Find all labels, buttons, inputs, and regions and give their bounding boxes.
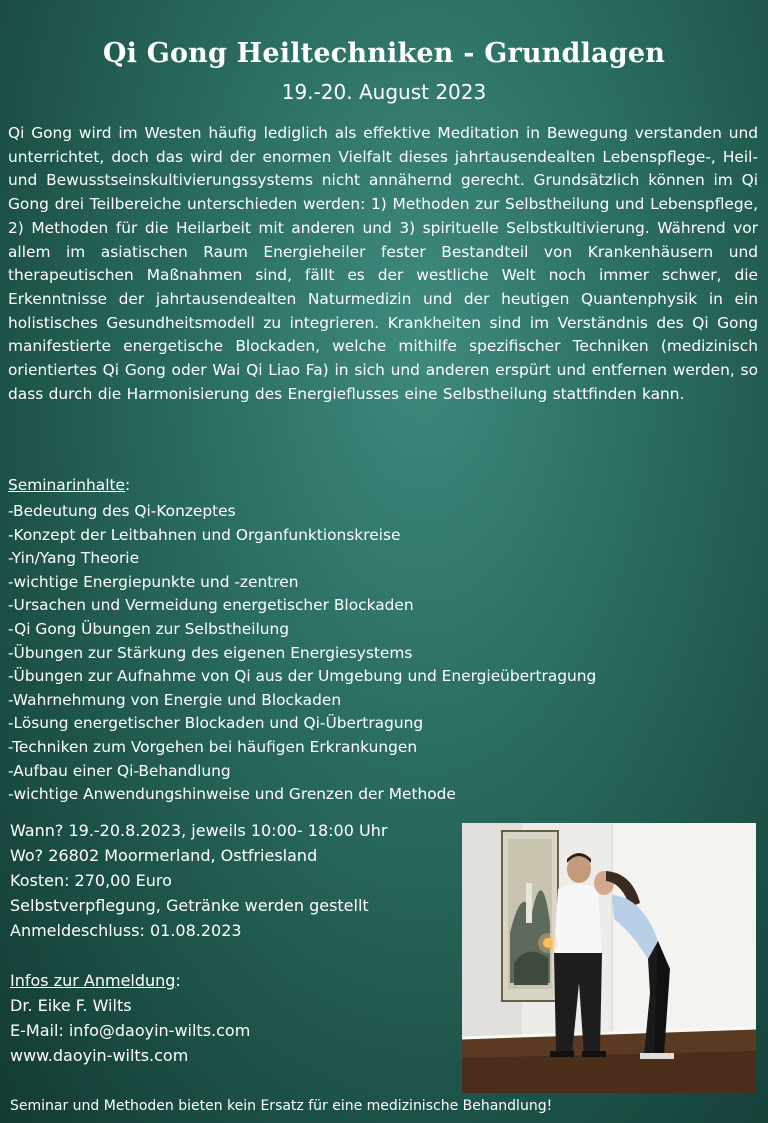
list-item: -wichtige Anwendungshinweise und Grenzen der Methode	[8, 785, 456, 804]
list-item: -Übungen zur Aufnahme von Qi aus der Umgebung und Energieübertragung	[8, 667, 597, 686]
page-title: Qi Gong Heiltechniken - Grundlagen	[102, 38, 666, 69]
seminar-heading	[8, 476, 130, 494]
list-item: -Aufbau einer Qi-Behandlung	[8, 761, 231, 780]
contact-heading	[10, 968, 250, 993]
list-item: -Lösung energetischer Blockaden und Qi-Übertragung	[8, 714, 424, 733]
contact-email[interactable]: E-Mail: info@daoyin-wilts.com	[10, 1021, 251, 1040]
list-item: -Yin/Yang Theorie	[8, 549, 140, 568]
event-deadline: Anmeldeschluss: 01.08.2023	[10, 921, 242, 940]
list-item: -wichtige Energiepunkte und -zentren	[8, 572, 299, 591]
list-item: -Konzept der Leitbahnen und Organfunktionskreise	[8, 525, 401, 544]
list-item: -Ursachen und Vermeidung energetischer Blockaden	[8, 596, 414, 615]
list-item: -Qi Gong Übungen zur Selbstheilung	[8, 619, 290, 638]
event-when: Wann? 19.-20.8.2023, jeweils 10:00- 18:00 Uhr	[10, 821, 388, 840]
seminar-heading-colon: :	[125, 476, 131, 494]
event-where: Wo? 26802 Moormerland, Ostfriesland	[10, 846, 318, 865]
seminar-photo	[462, 823, 756, 1093]
contact-name: Dr. Eike F. Wilts	[10, 996, 132, 1015]
list-item: -Wahrnehmung von Energie und Blockaden	[8, 690, 342, 709]
list-item: -Techniken zum Vorgehen bei häufigen Erkrankungen	[8, 737, 418, 756]
contact-website[interactable]: www.daoyin-wilts.com	[10, 1046, 189, 1065]
contact-heading-label: Infos zur Anmeldung	[10, 971, 176, 990]
list-item: -Übungen zur Stärkung des eigenen Energiesystems	[8, 643, 413, 662]
event-details	[10, 818, 387, 943]
disclaimer: Seminar und Methoden bieten kein Ersatz für eine medizinische Behandlung!	[10, 1098, 553, 1114]
seminar-heading-label: Seminarinhalte	[8, 476, 126, 494]
intro-paragraph: Qi Gong wird im Westen häufig lediglich als effektive Meditation in Bewegung verstanden und unterrichtet, doch das wird der enormen Vielfalt dieses jahrtausendealten Lebenspflege-, Heil- und Bewusstseinskultivierungssystems nicht annähernd gerecht. Grundsätzlich können im Qi Gong drei Teilbereiche unterschieden werden: 1) Methoden zur Selbstheilung und Lebenspflege, 2) Methoden für die Heilarbeit mit anderen und 3) spirituelle Selbstkultivierung. Während vor allem im asiatischen Raum Energieheiler fester Bestandteil von Krankenhäusern und therapeutischen Maßnahmen sind, fällt es der westliche Welt noch immer schwer, die Erkenntnisse der jahrtausendealten Naturmedizin und der heutigen Quantenphysik in ein holistisches Gesundheitsmodell zu integrieren. Krankheiten sind im Verständnis des Qi Gong manifestierte energetische Blockaden, welche mithilfe spezifischer Techniken (medizinisch orientiertes Qi Gong oder Wai Qi Liao Fa) in sich und anderen erspürt und entfernen werden, so dass durch die Harmonisierung des Energieflusses eine Selbstheilung stattfinden kann.	[8, 124, 758, 403]
contact-block	[10, 968, 250, 1068]
seminar-topics-list	[8, 500, 596, 807]
contact-heading-colon: :	[175, 971, 181, 990]
event-catering: Selbstverpflegung, Getränke werden gestellt	[10, 896, 369, 915]
event-cost: Kosten: 270,00 Euro	[10, 871, 172, 890]
event-date: 19.-20. August 2023	[281, 80, 487, 104]
list-item: -Bedeutung des Qi-Konzeptes	[8, 502, 236, 520]
